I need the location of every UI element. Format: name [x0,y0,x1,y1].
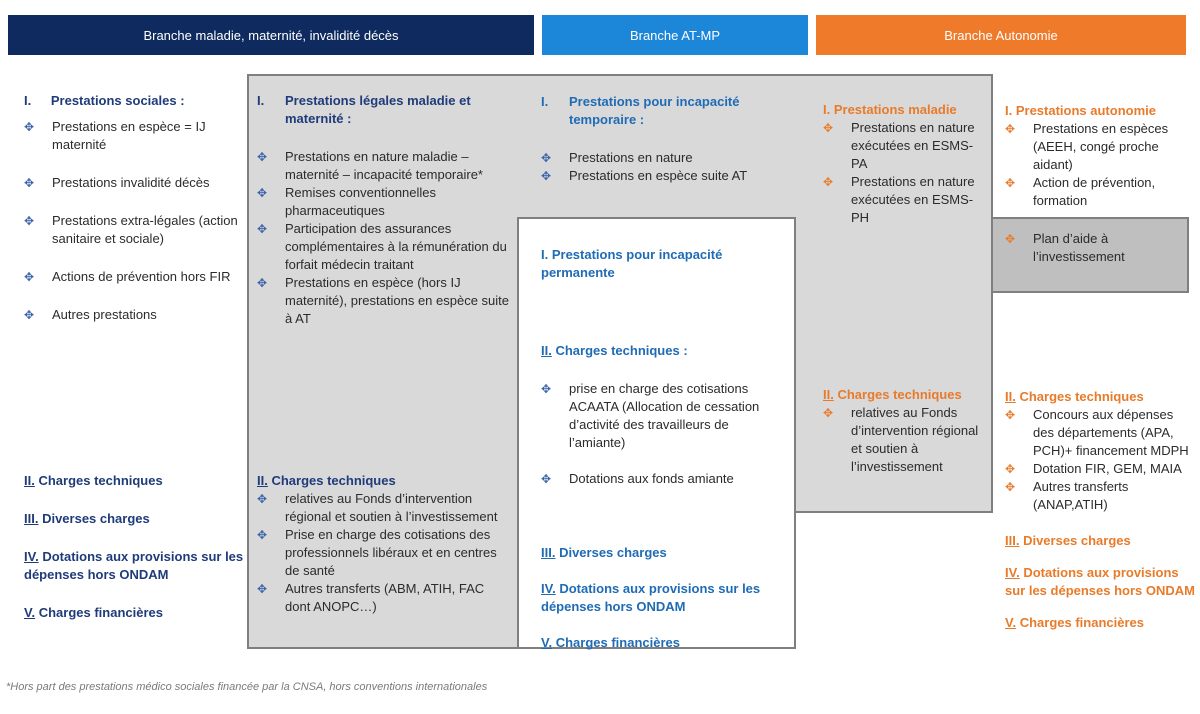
col1-item [24,212,246,248]
col1-title [24,92,246,110]
col1-item [24,306,246,324]
col3-item-text: Prestations en nature [569,150,693,165]
col3-permanent [541,246,785,652]
col3-ii-item-text: Dotations aux fonds amiante [569,471,734,486]
col1-item [24,268,246,286]
col3-v-num: V. [541,635,553,650]
header-branche-maladie-label: Branche maladie, maternité, invalidité décès [143,27,399,43]
col5-ii-num: II. [1005,389,1016,404]
col2-ii-item-text: Autres transferts (ABM, ATIH, FAC dont ANOPC…) [285,581,485,614]
col2-title [257,92,511,128]
diamond-bullet-icon: ✥ [257,150,268,164]
col4-title: I. Prestations maladie [823,102,957,117]
col3-ii-item-text: prise en charge des cotisations ACAATA (Allocation de cessation d’activité des travailleurs de l’amiante) [569,381,760,450]
diamond-bullet-icon: ✥ [257,582,268,596]
col1-v-num: V. [24,605,36,620]
col5-iii [1005,532,1195,550]
col1-iv-num: IV. [24,549,39,564]
col5-iv-num: IV. [1005,565,1020,580]
col2-title-text: Prestations légales maladie et maternité : [285,93,471,126]
diamond-bullet-icon: ✥ [541,472,552,486]
col2-item [257,148,511,184]
col1-item-text: Actions de prévention hors FIR [52,269,231,284]
col1-ii-text: Charges techniques [34,473,163,488]
diamond-bullet-icon: ✥ [1005,462,1016,476]
col5-title: I. Prestations autonomie [1005,103,1156,118]
col5-ii-item [1005,406,1195,460]
col2-title-num: I. [257,93,265,108]
col3-iii-num: III. [541,545,556,560]
col2-item-text: Prestations en nature maladie – maternité – incapacité temporaire* [285,149,483,182]
col4-item-text: Prestations en nature exécutées en ESMS-PH [851,174,975,225]
col2-item [257,184,511,220]
col5-ii-text: Charges techniques [1015,389,1144,404]
col1-iii-num: III. [24,511,39,526]
col5-item [1005,174,1187,210]
col1-iv-text: Dotations aux provisions sur les dépenses hors ONDAM [24,549,244,582]
diamond-bullet-icon: ✥ [24,176,35,190]
col2-ii-num: II. [257,473,268,488]
column-atmp [541,93,789,185]
col5-v-num: V. [1005,615,1017,630]
col2-ii-item-text: Prise en charge des cotisations des professionnels libéraux et en centres de santé [285,527,497,578]
diamond-bullet-icon: ✥ [24,270,35,284]
col5-charges [1005,388,1195,632]
diamond-bullet-icon: ✥ [823,175,834,189]
col4-ii-num: II. [823,387,834,402]
col2-item [257,274,511,328]
col2-item-text: Prestations en espèce (hors IJ maternité), prestations en espèce suite à AT [285,275,510,326]
diamond-bullet-icon: ✥ [823,406,834,420]
col2-ii-item [257,580,511,616]
col5-ii-item-text: Autres transferts (ANAP,ATIH) [1033,479,1129,512]
col2-item-text: Participation des assurances complémentaires à la rémunération du forfait médecin traitant [285,221,507,272]
col5-iv [1005,564,1195,600]
col3-ii-text: Charges techniques : [551,343,688,358]
col5-item-plan-aide [1005,230,1187,266]
diamond-bullet-icon: ✥ [257,276,268,290]
col3-iv-text: Dotations aux provisions sur les dépenses hors ONDAM [541,581,761,614]
diamond-bullet-icon: ✥ [541,151,552,165]
col4-ii-text: Charges techniques [833,387,962,402]
col3-ii-item [541,470,785,488]
col4-ii-item [823,404,989,476]
diamond-bullet-icon: ✥ [1005,232,1016,246]
col3-ii [541,342,785,360]
col2-ii-item [257,490,511,526]
diamond-bullet-icon: ✥ [1005,480,1016,494]
column-autonomie-hors-ondam [1005,102,1187,266]
diamond-bullet-icon: ✥ [541,169,552,183]
col2-charges [257,472,511,616]
col3-iv-num: IV. [541,581,556,596]
col3-title-num: I. [541,94,549,109]
col5-item [1005,120,1187,174]
footnote-text: *Hors part des prestations médico sociales financée par la CNSA, hors conventions internationales [6,681,488,693]
col5-v-text: Charges financières [1016,615,1144,630]
header-branche-autonomie-label: Branche Autonomie [944,27,1058,43]
column-autonomie-ondam [823,101,989,227]
col5-ii-item-text: Dotation FIR, GEM, MAIA [1033,461,1182,476]
col1-item-text: Autres prestations [52,307,157,322]
col4-item [823,119,989,173]
col3-iii-text: Diverses charges [555,545,667,560]
col2-ii-item-text: relatives au Fonds d’intervention régional et soutien à l’investissement [285,491,498,524]
col3-item [541,167,789,185]
header-branche-atmp-label: Branche AT-MP [629,27,721,43]
diamond-bullet-icon: ✥ [1005,176,1016,190]
col1-ii-num: II. [24,473,35,488]
col5-iii-num: III. [1005,533,1020,548]
col1-iii-text: Diverses charges [38,511,150,526]
diamond-bullet-icon: ✥ [823,121,834,135]
col2-ii-text: Charges techniques [267,473,396,488]
col2-ii-item [257,526,511,580]
diamond-bullet-icon: ✥ [257,186,268,200]
col3-iii [541,544,785,562]
diamond-bullet-icon: ✥ [1005,408,1016,422]
column-maladie-hors-ondam [24,92,246,324]
col3-ii-num: II. [541,343,552,358]
diamond-bullet-icon: ✥ [541,382,552,396]
col1-iii [24,510,248,528]
col1-item-text: Prestations invalidité décès [52,175,210,190]
diamond-bullet-icon: ✥ [24,120,35,134]
col3-v-text: Charges financières [552,635,680,650]
col5-ii [1005,388,1195,406]
col5-ii-item [1005,460,1195,478]
diamond-bullet-icon: ✥ [24,308,35,322]
diamond-bullet-icon: ✥ [257,222,268,236]
col3-item-text: Prestations en espèce suite AT [569,168,748,183]
col3-title [541,93,789,129]
diamond-bullet-icon: ✥ [257,528,268,542]
col5-iii-text: Diverses charges [1019,533,1131,548]
col1-iv [24,548,248,584]
col2-item-text: Remises conventionnelles pharmaceutiques [285,185,437,218]
column-maladie-ondam [257,92,511,328]
footnote [6,681,487,693]
col3-v [541,634,785,652]
col4-item-text: Prestations en nature exécutées en ESMS-PA [851,120,975,171]
col5-iv-text: Dotations aux provisions sur les dépenses hors ONDAM [1005,565,1195,598]
col1-title-num: I. [24,93,32,108]
col5-item-text: Prestations en espèces (AEEH, congé proche aidant) [1033,121,1169,172]
col1-item [24,174,246,192]
col4-ii-item-text: relatives au Fonds d’intervention régional et soutien à l’investissement [851,405,979,474]
col1-item-text: Prestations en espèce = IJ maternité [52,119,206,152]
diamond-bullet-icon: ✥ [24,214,35,228]
col5-item-text: Action de prévention, formation [1033,175,1156,208]
diamond-bullet-icon: ✥ [1005,122,1016,136]
col3-title-text: Prestations pour incapacité temporaire : [569,94,740,127]
col1-title-text: Prestations sociales : [50,93,185,108]
col1-v-text: Charges financières [35,605,163,620]
col4-item [823,173,989,227]
col2-ii [257,472,511,490]
col1-sections [24,472,248,622]
col3-item [541,149,789,167]
col5-ii-item-text: Concours aux dépenses des départements (APA, PCH)+ financement MDPH [1033,407,1189,458]
col4-ii [823,386,989,404]
diamond-bullet-icon: ✥ [257,492,268,506]
col3-perm-title: I. Prestations pour incapacité permanente [541,247,723,280]
col5-ii-item [1005,478,1195,514]
col1-ii [24,472,248,490]
col1-item-text: Prestations extra-légales (action sanitaire et sociale) [52,213,238,246]
col5-item-text: Plan d’aide à l’investissement [1033,231,1125,264]
col3-ii-item [541,380,785,452]
col2-item [257,220,511,274]
col4-charges [823,386,989,476]
col5-v [1005,614,1195,632]
col3-iv [541,580,785,616]
col1-v [24,604,248,622]
col1-item [24,118,246,154]
